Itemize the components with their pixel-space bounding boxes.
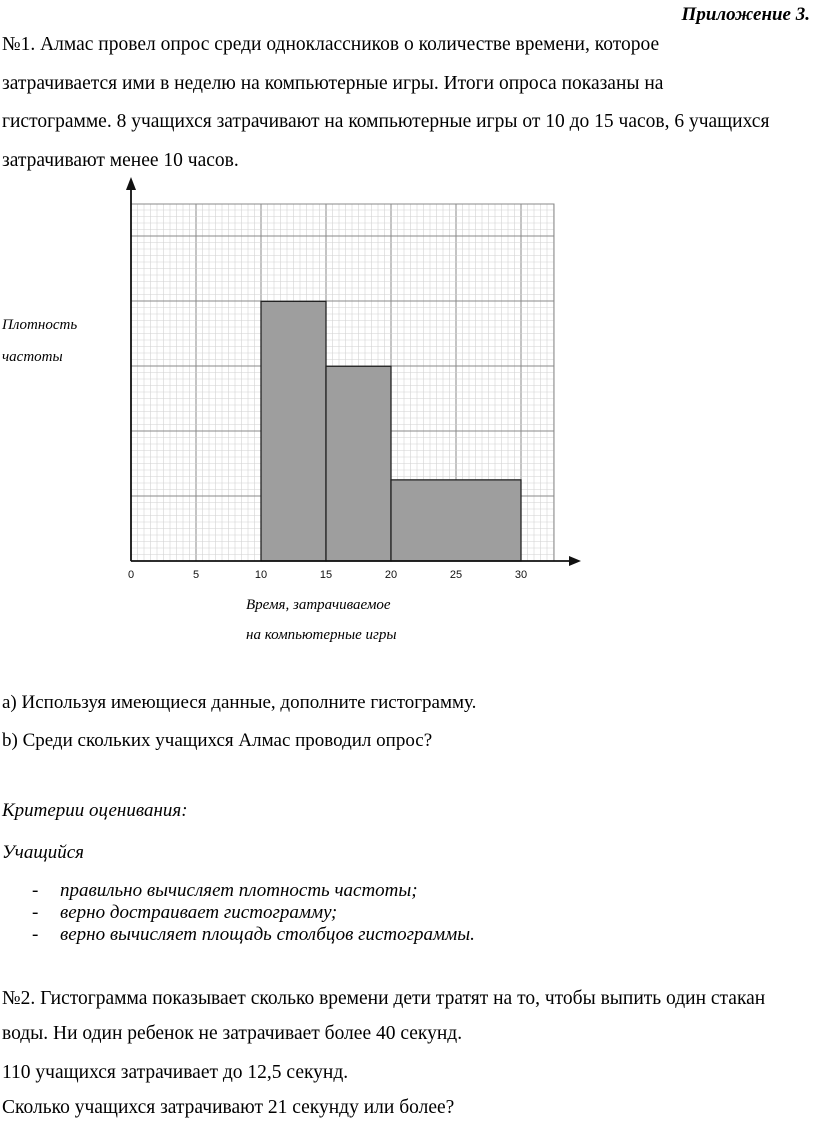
task1-line: затрачивается ими в неделю на компьютерные игры. Итоги опроса показаны на [2, 72, 664, 94]
criteria-item [32, 880, 475, 902]
criteria-list [32, 880, 475, 946]
y-axis-label-line1: Плотность [2, 317, 78, 333]
task1-line: №1. Алмас провел опрос среди одноклассников о количестве времени, которое [2, 34, 660, 55]
question-a: a) Используя имеющиеся данные, дополните гистограмму. [2, 692, 477, 713]
x-tick-label: 10 [254, 569, 268, 581]
task1-line: гистограмме. 8 учащихся затрачивают на компьютерные игры от 10 до 15 часов, 6 учащихся [2, 111, 770, 132]
criteria-item-text: правильно вычисляет плотность частоты; [60, 880, 418, 901]
histogram-bar [391, 480, 521, 561]
question-b: b) Среди скольких учащихся Алмас проводил опрос? [2, 730, 433, 751]
x-axis-label-line1: Время, затрачиваемое [246, 597, 391, 613]
criteria-subject: Учащийся [2, 842, 84, 863]
task2-line: воды. Ни один ребенок не затрачивает более 40 секунд. [2, 1023, 463, 1044]
task2-line: Сколько учащихся затрачивают 21 секунду или более? [2, 1097, 455, 1118]
x-tick-label: 30 [514, 569, 528, 581]
list-dash: - [32, 880, 39, 901]
criteria-item [32, 924, 475, 946]
x-tick-label: 15 [319, 569, 333, 581]
criteria-title: Критерии оценивания: [2, 800, 188, 821]
histogram-bar [261, 301, 326, 561]
list-dash: - [32, 902, 39, 923]
x-tick-label: 20 [384, 569, 398, 581]
x-axis-arrow [569, 556, 581, 566]
criteria-item-text: верно вычисляет площадь столбцов гистограммы. [60, 924, 475, 945]
list-dash: - [32, 924, 39, 945]
y-axis-label-line2: частоты [2, 349, 63, 365]
appendix-title: Приложение 3. [681, 4, 810, 25]
x-tick-label: 5 [192, 569, 200, 581]
x-axis-label-line2: на компьютерные игры [246, 627, 397, 643]
x-tick-label: 25 [449, 569, 463, 581]
histogram-bar [326, 366, 391, 561]
x-tick-label: 0 [127, 569, 135, 581]
chart-x-ticks [128, 569, 527, 581]
task2-line: 110 учащихся затрачивает до 12,5 секунд. [2, 1062, 349, 1083]
criteria-item [32, 902, 475, 924]
task1-line: затрачивают менее 10 часов. [2, 149, 239, 171]
y-axis-arrow [126, 177, 136, 190]
criteria-item-text: верно достраивает гистограмму; [60, 902, 338, 923]
task2-line: №2. Гистограмма показывает сколько времени дети тратят на то, чтобы выпить один стакан [2, 988, 766, 1009]
